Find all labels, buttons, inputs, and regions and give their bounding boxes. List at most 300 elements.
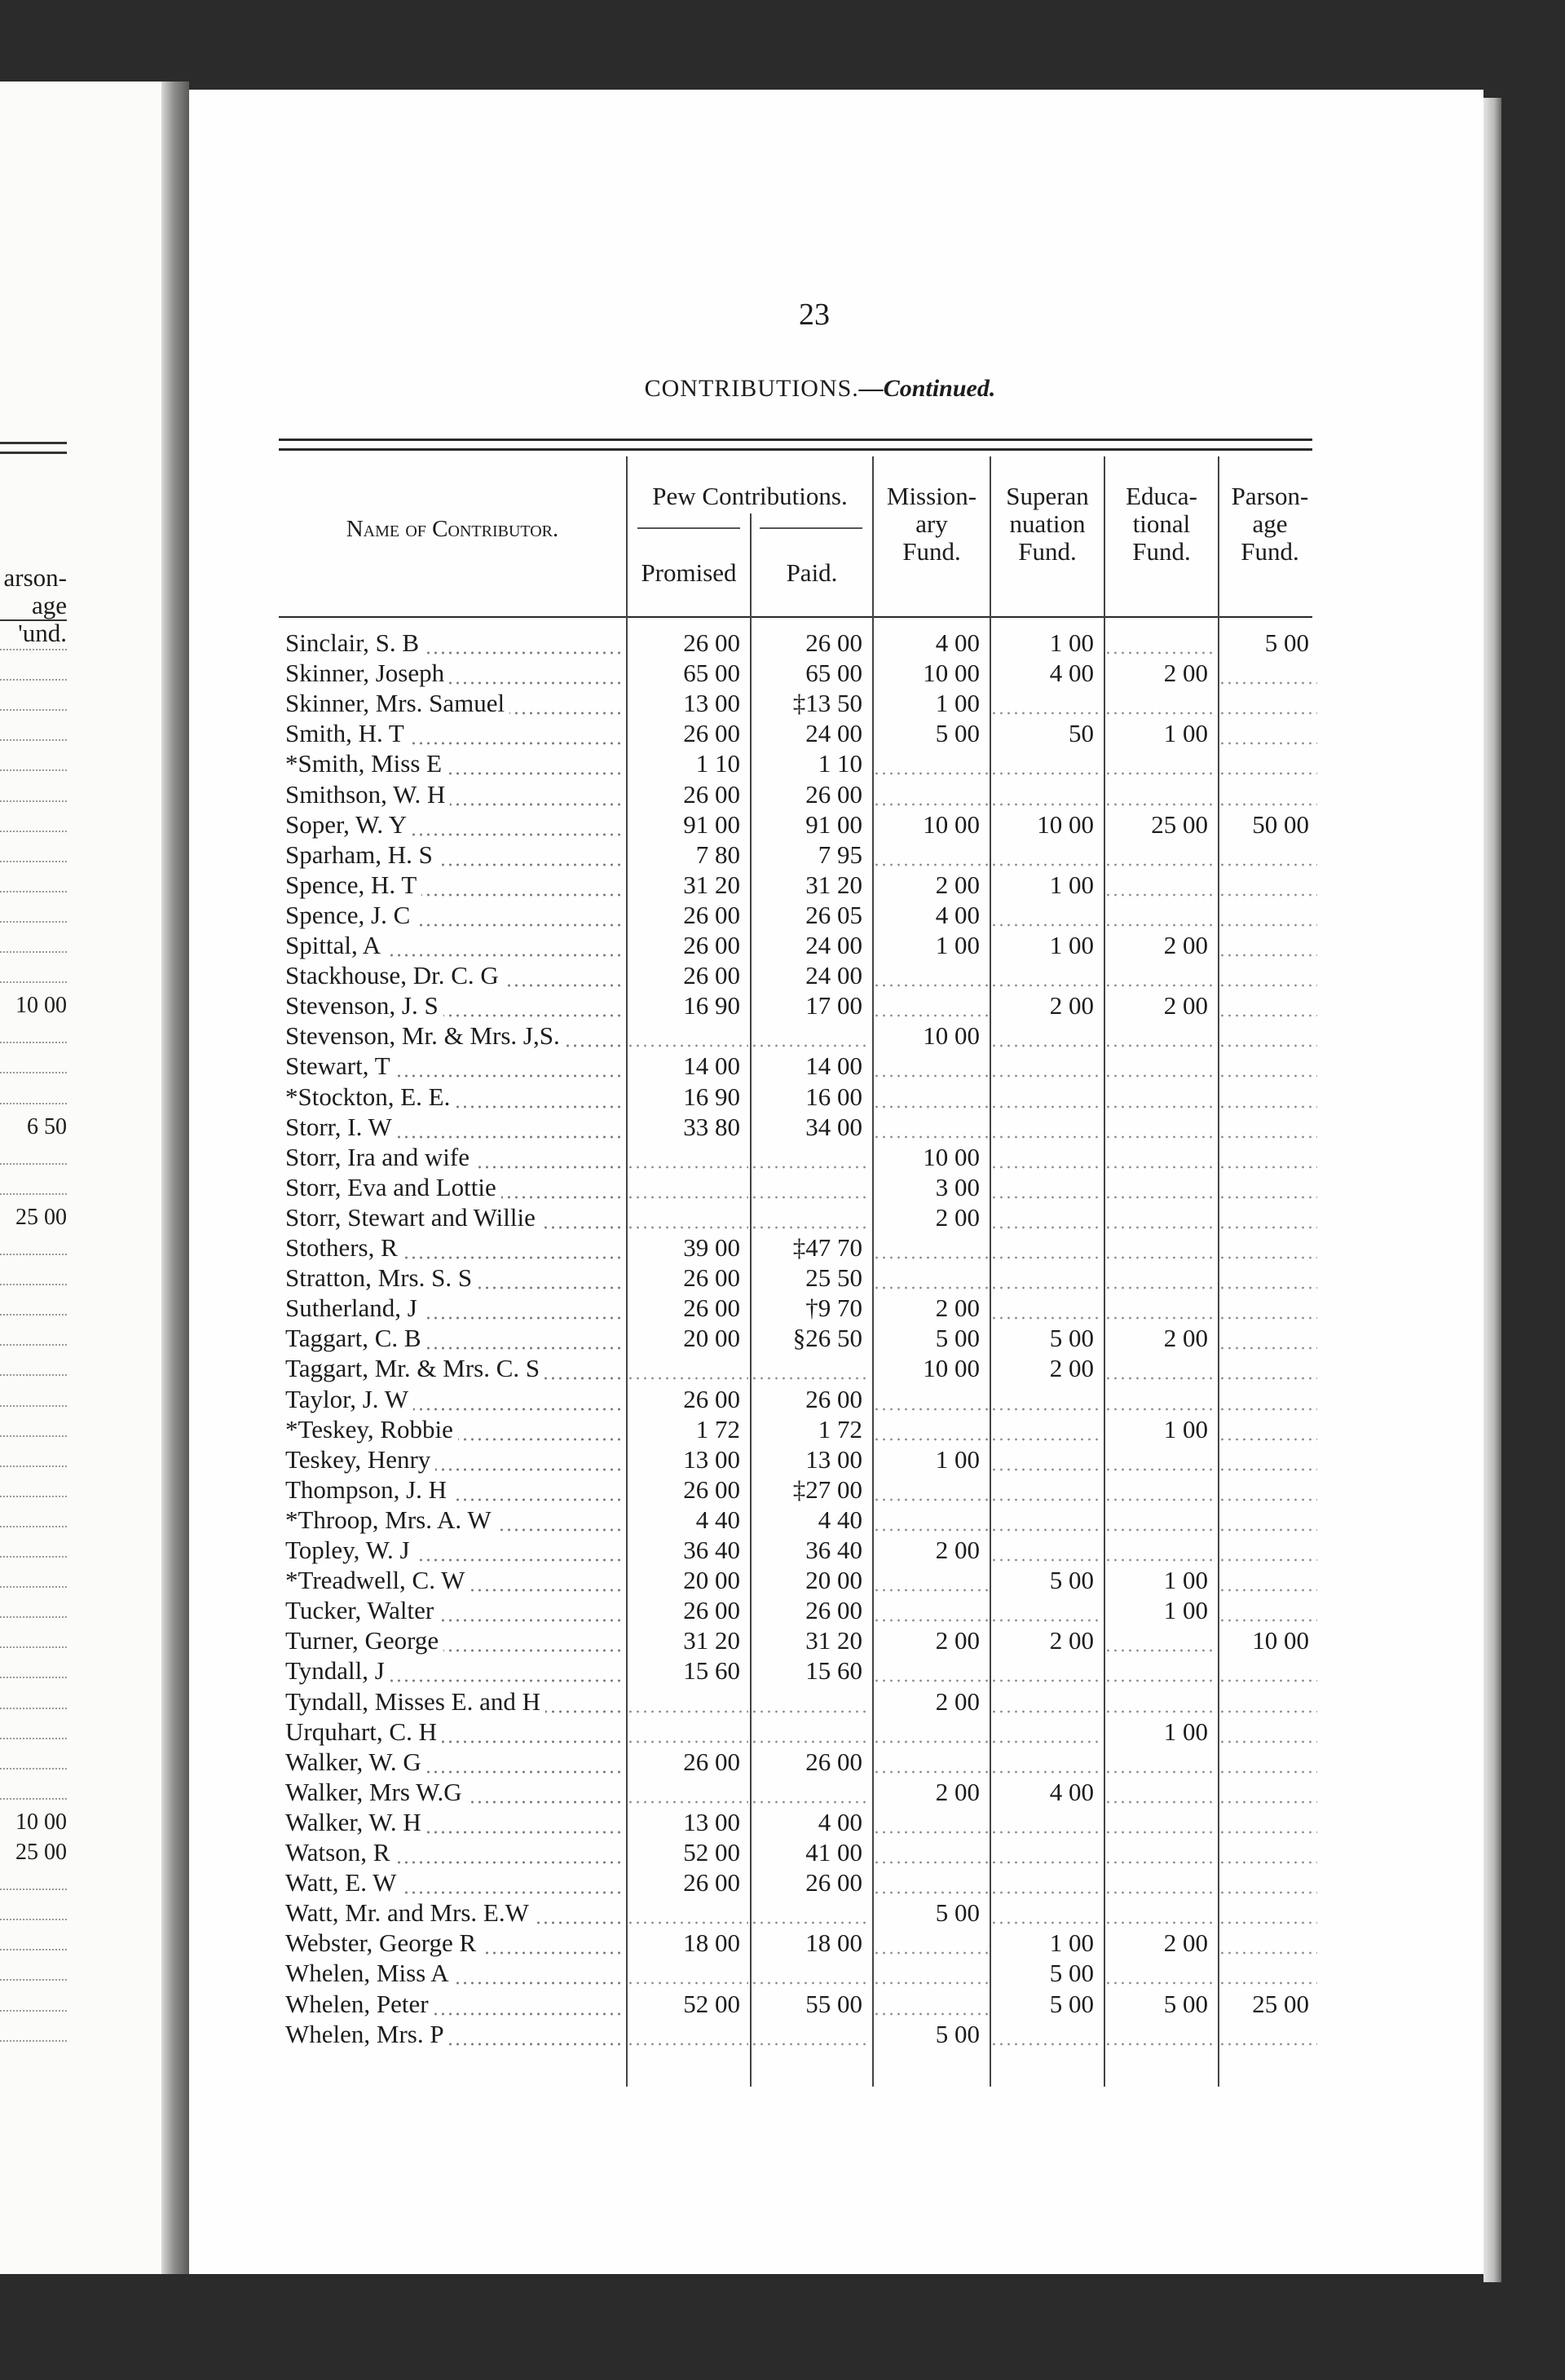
missionary-fund-cell xyxy=(874,1386,988,1414)
table-row xyxy=(279,1052,1312,1082)
contributor-name-cell xyxy=(285,1778,624,1807)
paid-cell: 26 00 xyxy=(805,1597,862,1625)
promised-cell: 52 00 xyxy=(683,1990,740,2018)
contributor-name: Webster, George R xyxy=(285,1929,481,1958)
contributor-name: Teskey, Henry xyxy=(285,1446,435,1474)
table-row xyxy=(279,1294,1312,1324)
superannuation-fund-cell xyxy=(991,962,1102,990)
parsonage-fund-cell xyxy=(1219,932,1317,960)
previous-page-value xyxy=(0,1533,67,1558)
educational-fund-cell xyxy=(1105,1809,1216,1837)
paid-cell: 1 72 xyxy=(818,1415,862,1443)
promised-cell: 91 00 xyxy=(683,810,740,839)
contributor-name-cell xyxy=(285,811,624,840)
contributor-name-cell xyxy=(285,1990,624,2019)
promised-cell: 7 80 xyxy=(695,840,740,869)
superannuation-fund-cell xyxy=(991,1869,1102,1897)
educational-fund-cell xyxy=(1105,1657,1216,1686)
superannuation-fund-cell xyxy=(991,1718,1102,1747)
paid-cell xyxy=(752,1688,871,1717)
contributor-name: Sinclair, S. B xyxy=(285,629,424,658)
paid-cell: 17 00 xyxy=(805,992,862,1020)
educational-fund-cell xyxy=(1105,1839,1216,1867)
contributor-name-cell xyxy=(285,1597,624,1625)
missionary-fund-cell: 2 00 xyxy=(935,1536,980,1564)
previous-page-value xyxy=(0,1654,67,1678)
previous-page-value xyxy=(0,1987,67,2012)
contributor-name-cell xyxy=(285,1476,624,1505)
educational-fund-cell xyxy=(1105,629,1216,658)
table-row xyxy=(279,1476,1312,1506)
missionary-fund-cell: 10 00 xyxy=(923,659,980,688)
previous-page-value xyxy=(0,2017,67,2042)
missionary-fund-cell xyxy=(874,1597,988,1625)
missionary-fund-cell xyxy=(874,1718,988,1747)
contributor-name: Spence, H. T xyxy=(285,871,421,900)
contributor-name: Taggart, Mr. & Mrs. C. S xyxy=(285,1355,544,1383)
parsonage-fund-cell xyxy=(1219,1778,1317,1807)
paid-cell: 26 00 xyxy=(805,1748,862,1776)
educational-fund-cell xyxy=(1105,750,1216,778)
parsonage-fund-cell xyxy=(1219,781,1317,809)
promised-cell xyxy=(628,1959,748,1988)
previous-page-rule xyxy=(0,442,67,444)
promised-cell xyxy=(628,1144,748,1172)
superannuation-fund-cell xyxy=(991,1144,1102,1172)
promised-cell: 52 00 xyxy=(683,1839,740,1867)
promised-cell: 26 00 xyxy=(683,1475,740,1504)
parsonage-fund-cell xyxy=(1219,1748,1317,1777)
promised-cell xyxy=(628,1174,748,1202)
previous-page-value xyxy=(0,1231,67,1255)
contributor-name-cell xyxy=(285,1386,624,1414)
contributor-name-cell xyxy=(285,871,624,900)
superannuation-fund-cell xyxy=(991,1899,1102,1928)
contributor-name-cell xyxy=(285,1688,624,1717)
page-number: 23 xyxy=(799,298,830,332)
parsonage-fund-cell xyxy=(1219,992,1317,1020)
table-row xyxy=(279,1355,1312,1385)
missionary-fund-cell xyxy=(874,1416,988,1444)
educational-fund-cell xyxy=(1105,841,1216,870)
contributor-name-cell xyxy=(285,1869,624,1897)
table-header-rule xyxy=(279,616,1312,618)
paid-cell: ‡47 70 xyxy=(792,1234,862,1262)
superannuation-fund-cell xyxy=(991,1022,1102,1051)
superannuation-fund-cell: 5 00 xyxy=(1049,1567,1094,1595)
contributor-name: Stewart, T xyxy=(285,1052,395,1081)
paid-cell: 25 50 xyxy=(805,1264,862,1293)
missionary-fund-cell: 5 00 xyxy=(935,1899,980,1928)
previous-page-value: 25 00 xyxy=(15,1204,67,1230)
paid-cell: 13 00 xyxy=(805,1445,862,1474)
paid-cell: 16 00 xyxy=(805,1082,862,1111)
superannuation-fund-cell xyxy=(991,1809,1102,1837)
previous-page-value xyxy=(0,959,67,983)
parsonage-fund-cell xyxy=(1219,1929,1317,1958)
missionary-fund-cell xyxy=(874,1083,988,1112)
header-superannuation-fund: Superan nuation Fund. xyxy=(1006,482,1089,566)
table-row xyxy=(279,1506,1312,1536)
contributor-name-cell xyxy=(285,1022,624,1051)
missionary-fund-cell: 2 00 xyxy=(935,1203,980,1232)
missionary-fund-cell: 2 00 xyxy=(935,1627,980,1655)
missionary-fund-cell xyxy=(874,841,988,870)
promised-cell: 1 72 xyxy=(695,1415,740,1443)
contributor-name-cell xyxy=(285,690,624,718)
table-row xyxy=(279,2021,1312,2051)
superannuation-fund-cell xyxy=(991,901,1102,930)
superannuation-fund-cell xyxy=(991,1174,1102,1202)
parsonage-fund-cell xyxy=(1219,720,1317,748)
header-missionary-fund: Mission- ary Fund. xyxy=(886,482,977,566)
previous-page-value xyxy=(0,1413,67,1437)
educational-fund-cell xyxy=(1105,901,1216,930)
contributor-name: Smith, H. T xyxy=(285,720,409,748)
paid-cell xyxy=(752,1144,871,1172)
educational-fund-cell xyxy=(1105,1174,1216,1202)
contributor-name-cell xyxy=(285,629,624,658)
contributor-name: Sparham, H. S xyxy=(285,841,438,870)
paid-cell: 15 60 xyxy=(805,1657,862,1686)
contributor-name-cell xyxy=(285,659,624,688)
promised-cell: 26 00 xyxy=(683,1294,740,1323)
contributor-name: *Treadwell, C. W xyxy=(285,1567,470,1595)
missionary-fund-cell xyxy=(874,1929,988,1958)
previous-page-value xyxy=(0,1896,67,1920)
educational-fund-cell xyxy=(1105,690,1216,718)
educational-fund-cell: 1 00 xyxy=(1163,1717,1208,1746)
table-row xyxy=(279,1113,1312,1144)
promised-cell: 33 80 xyxy=(683,1113,740,1141)
previous-page-value xyxy=(0,1715,67,1739)
parsonage-fund-cell xyxy=(1219,1718,1317,1747)
missionary-fund-cell: 5 00 xyxy=(935,2020,980,2048)
table-row xyxy=(279,659,1312,690)
promised-cell: 13 00 xyxy=(683,690,740,718)
paid-cell xyxy=(752,1899,871,1928)
parsonage-fund-cell xyxy=(1219,750,1317,778)
previous-page-value xyxy=(0,838,67,862)
previous-page-value xyxy=(0,928,67,953)
parsonage-fund-cell xyxy=(1219,1567,1317,1595)
paid-cell xyxy=(752,1718,871,1747)
educational-fund-cell xyxy=(1105,871,1216,900)
educational-fund-cell xyxy=(1105,962,1216,990)
superannuation-fund-cell xyxy=(991,2021,1102,2049)
paid-cell xyxy=(752,1174,871,1202)
parsonage-fund-cell xyxy=(1219,1657,1317,1686)
promised-cell: 26 00 xyxy=(683,1597,740,1625)
superannuation-fund-cell xyxy=(991,1204,1102,1232)
contributor-name-cell xyxy=(285,1506,624,1535)
promised-cell: 31 20 xyxy=(683,1627,740,1655)
educational-fund-cell: 1 00 xyxy=(1163,1415,1208,1443)
contributor-name: Spence, J. C xyxy=(285,901,415,930)
superannuation-fund-cell: 2 00 xyxy=(1049,992,1094,1020)
missionary-fund-cell xyxy=(874,1748,988,1777)
parsonage-fund-cell: 5 00 xyxy=(1264,629,1309,657)
previous-page-value xyxy=(0,1593,67,1618)
parsonage-fund-cell xyxy=(1219,1869,1317,1897)
promised-cell: 26 00 xyxy=(683,629,740,657)
parsonage-fund-cell xyxy=(1219,1052,1317,1081)
contributor-name: Topley, W. J xyxy=(285,1536,415,1565)
missionary-fund-cell xyxy=(874,992,988,1020)
previous-page-value xyxy=(0,1291,67,1316)
table-row xyxy=(279,1657,1312,1687)
superannuation-fund-cell xyxy=(991,1688,1102,1717)
previous-page-value xyxy=(0,1140,67,1165)
paid-cell: 7 95 xyxy=(818,840,862,869)
book-gutter xyxy=(161,82,189,2274)
previous-page-value xyxy=(0,898,67,923)
promised-cell: 26 00 xyxy=(683,1869,740,1897)
contributor-name-cell xyxy=(285,1899,624,1928)
contributor-name: Taylor, J. W xyxy=(285,1386,413,1414)
superannuation-fund-cell xyxy=(991,1597,1102,1625)
previous-page-value xyxy=(0,1563,67,1588)
contributor-name: Walker, W. G xyxy=(285,1748,426,1777)
paid-cell xyxy=(752,1204,871,1232)
page-heading xyxy=(494,375,1146,403)
contributor-name: Walker, Mrs W.G xyxy=(285,1778,467,1807)
missionary-fund-cell xyxy=(874,1506,988,1535)
superannuation-fund-cell: 1 00 xyxy=(1049,870,1094,899)
paid-cell: 20 00 xyxy=(805,1567,862,1595)
table-row xyxy=(279,841,1312,871)
contributor-name-cell xyxy=(285,1113,624,1142)
parsonage-fund-cell xyxy=(1219,1416,1317,1444)
superannuation-fund-cell xyxy=(991,1416,1102,1444)
previous-page-value xyxy=(0,1443,67,1467)
promised-cell: 31 20 xyxy=(683,870,740,899)
superannuation-fund-cell: 5 00 xyxy=(1049,1990,1094,2018)
superannuation-fund-cell xyxy=(991,1476,1102,1505)
promised-cell: 26 00 xyxy=(683,962,740,990)
superannuation-fund-cell: 50 xyxy=(1069,720,1094,748)
educational-fund-cell xyxy=(1105,1627,1216,1655)
contributor-name-cell xyxy=(285,1324,624,1353)
contributor-name-cell xyxy=(285,1536,624,1565)
parsonage-fund-cell xyxy=(1219,1959,1317,1988)
educational-fund-cell xyxy=(1105,1264,1216,1293)
previous-page-value: 25 00 xyxy=(15,1840,67,1865)
previous-page-value xyxy=(0,1503,67,1527)
contributor-name: Smithson, W. H xyxy=(285,781,450,809)
parsonage-fund-cell xyxy=(1219,901,1317,930)
parsonage-fund-cell xyxy=(1219,1899,1317,1928)
table-row xyxy=(279,1144,1312,1174)
superannuation-fund-cell: 4 00 xyxy=(1049,659,1094,688)
parsonage-fund-cell xyxy=(1219,1174,1317,1202)
previous-page-value xyxy=(0,1956,67,1981)
paid-cell: ‡13 50 xyxy=(792,690,862,718)
parsonage-fund-cell xyxy=(1219,1386,1317,1414)
contributor-name: Storr, Eva and Lottie xyxy=(285,1174,501,1202)
table-row xyxy=(279,1778,1312,1809)
superannuation-fund-cell: 1 00 xyxy=(1049,1929,1094,1958)
previous-page-value xyxy=(0,1775,67,1800)
previous-page-value xyxy=(0,1745,67,1770)
promised-cell xyxy=(628,2021,748,2049)
header-paid: Paid. xyxy=(786,558,838,587)
parsonage-fund-cell xyxy=(1219,1536,1317,1565)
paid-cell: 31 20 xyxy=(805,870,862,899)
missionary-fund-cell xyxy=(874,1959,988,1988)
promised-cell xyxy=(628,1355,748,1383)
contributor-name-cell xyxy=(285,1446,624,1474)
parsonage-fund-cell xyxy=(1219,1446,1317,1474)
educational-fund-cell xyxy=(1105,1506,1216,1535)
promised-cell: 15 60 xyxy=(683,1657,740,1686)
table-row xyxy=(279,1416,1312,1446)
previous-page-value xyxy=(0,747,67,771)
paid-cell: 41 00 xyxy=(805,1839,862,1867)
promised-cell: 13 00 xyxy=(683,1808,740,1836)
educational-fund-cell: 2 00 xyxy=(1163,992,1208,1020)
superannuation-fund-cell: 1 00 xyxy=(1049,932,1094,959)
educational-fund-cell xyxy=(1105,1778,1216,1807)
missionary-fund-cell xyxy=(874,1869,988,1897)
contributor-name-cell xyxy=(285,992,624,1020)
paid-cell: 65 00 xyxy=(805,659,862,688)
contributor-name: Skinner, Mrs. Samuel xyxy=(285,690,509,718)
superannuation-fund-cell xyxy=(991,1748,1102,1777)
missionary-fund-cell xyxy=(874,1476,988,1505)
previous-page-value xyxy=(0,1080,67,1104)
educational-fund-cell: 1 00 xyxy=(1163,720,1208,748)
table-row xyxy=(279,901,1312,932)
contributor-name: Tucker, Walter xyxy=(285,1597,439,1625)
missionary-fund-cell: 1 00 xyxy=(935,932,980,959)
paid-cell: 24 00 xyxy=(805,932,862,959)
table-row xyxy=(279,1083,1312,1113)
missionary-fund-cell xyxy=(874,962,988,990)
contributor-name: *Stockton, E. E. xyxy=(285,1083,455,1112)
superannuation-fund-cell: 2 00 xyxy=(1049,1627,1094,1655)
superannuation-fund-cell: 2 00 xyxy=(1049,1355,1094,1383)
contributor-name: Stevenson, Mr. & Mrs. J,S. xyxy=(285,1022,565,1051)
promised-cell: 16 90 xyxy=(683,992,740,1020)
educational-fund-cell xyxy=(1105,1386,1216,1414)
promised-cell: 16 90 xyxy=(683,1082,740,1111)
paid-cell xyxy=(752,1022,871,1051)
missionary-fund-cell: 2 00 xyxy=(935,1294,980,1323)
contributor-name-cell xyxy=(285,1567,624,1595)
parsonage-fund-cell xyxy=(1219,659,1317,688)
paid-cell: 14 00 xyxy=(805,1052,862,1081)
promised-cell xyxy=(628,1899,748,1928)
promised-cell: 26 00 xyxy=(683,1264,740,1293)
contributor-name-cell xyxy=(285,1355,624,1383)
table-row xyxy=(279,690,1312,720)
superannuation-fund-cell xyxy=(991,1264,1102,1293)
parsonage-fund-cell xyxy=(1219,1204,1317,1232)
parsonage-fund-cell xyxy=(1219,962,1317,990)
superannuation-fund-cell: 1 00 xyxy=(1049,629,1094,657)
contributor-name-cell xyxy=(285,1294,624,1323)
missionary-fund-cell xyxy=(874,1113,988,1142)
superannuation-fund-cell xyxy=(991,1386,1102,1414)
contributor-name: Stevenson, J. S xyxy=(285,992,443,1020)
contributor-name-cell xyxy=(285,1204,624,1232)
promised-cell: 65 00 xyxy=(683,659,740,688)
table-row xyxy=(279,1597,1312,1627)
paid-cell: 26 00 xyxy=(805,1869,862,1897)
promised-cell xyxy=(628,1688,748,1717)
contributor-name-cell xyxy=(285,1144,624,1172)
paid-cell: 4 00 xyxy=(818,1808,862,1836)
superannuation-fund-cell xyxy=(991,1506,1102,1535)
missionary-fund-cell: 4 00 xyxy=(935,901,980,929)
previous-page-value xyxy=(0,1382,67,1407)
table-row xyxy=(279,720,1312,750)
parsonage-fund-cell xyxy=(1219,1476,1317,1505)
parsonage-fund-cell xyxy=(1219,871,1317,900)
contributor-name-cell xyxy=(285,781,624,809)
table-row xyxy=(279,1324,1312,1355)
paid-cell xyxy=(752,2021,871,2049)
paid-cell: 26 05 xyxy=(805,901,862,929)
previous-page-value xyxy=(0,1685,67,1709)
educational-fund-cell xyxy=(1105,1204,1216,1232)
parsonage-fund-cell xyxy=(1219,1506,1317,1535)
superannuation-fund-cell xyxy=(991,841,1102,870)
missionary-fund-cell: 10 00 xyxy=(923,810,980,839)
educational-fund-cell: 2 00 xyxy=(1163,1324,1208,1353)
superannuation-fund-cell xyxy=(991,1446,1102,1474)
contributor-name-cell xyxy=(285,841,624,870)
contributor-name-cell xyxy=(285,1264,624,1293)
missionary-fund-cell xyxy=(874,1657,988,1686)
table-row xyxy=(279,1748,1312,1778)
table-row xyxy=(279,1022,1312,1052)
table-row xyxy=(279,1234,1312,1264)
missionary-fund-cell: 1 00 xyxy=(935,690,980,718)
contributor-name: Watt, Mr. and Mrs. E.W xyxy=(285,1899,534,1928)
missionary-fund-cell: 5 00 xyxy=(935,1324,980,1353)
missionary-fund-cell: 3 00 xyxy=(935,1173,980,1201)
missionary-fund-cell: 10 00 xyxy=(923,1355,980,1383)
table-row xyxy=(279,1386,1312,1416)
header-pew-contributions: Pew Contributions. xyxy=(652,482,848,510)
table-row xyxy=(279,781,1312,811)
paid-cell: 26 00 xyxy=(805,1385,862,1413)
previous-page-value xyxy=(0,1049,67,1073)
contributor-name: Stackhouse, Dr. C. G xyxy=(285,962,504,990)
educational-fund-cell xyxy=(1105,1144,1216,1172)
parsonage-fund-cell xyxy=(1219,1809,1317,1837)
contributor-name: *Throop, Mrs. A. W xyxy=(285,1506,496,1535)
missionary-fund-cell: 10 00 xyxy=(923,1143,980,1171)
contributor-name-cell xyxy=(285,1929,624,1958)
contributor-name-cell xyxy=(285,1657,624,1686)
previous-page-value xyxy=(0,1926,67,1950)
missionary-fund-cell xyxy=(874,1234,988,1263)
parsonage-fund-cell xyxy=(1219,1264,1317,1293)
paid-cell: 36 40 xyxy=(805,1536,862,1564)
table-row xyxy=(279,1809,1312,1839)
parsonage-fund-cell xyxy=(1219,1597,1317,1625)
previous-page-value xyxy=(0,1473,67,1497)
missionary-fund-cell: 1 00 xyxy=(935,1445,980,1474)
contributor-name: Stothers, R xyxy=(285,1234,403,1263)
contributor-name: Taggart, C. B xyxy=(285,1324,426,1353)
contributor-name-cell xyxy=(285,1052,624,1081)
promised-cell: 4 40 xyxy=(695,1505,740,1534)
missionary-fund-cell xyxy=(874,1264,988,1293)
